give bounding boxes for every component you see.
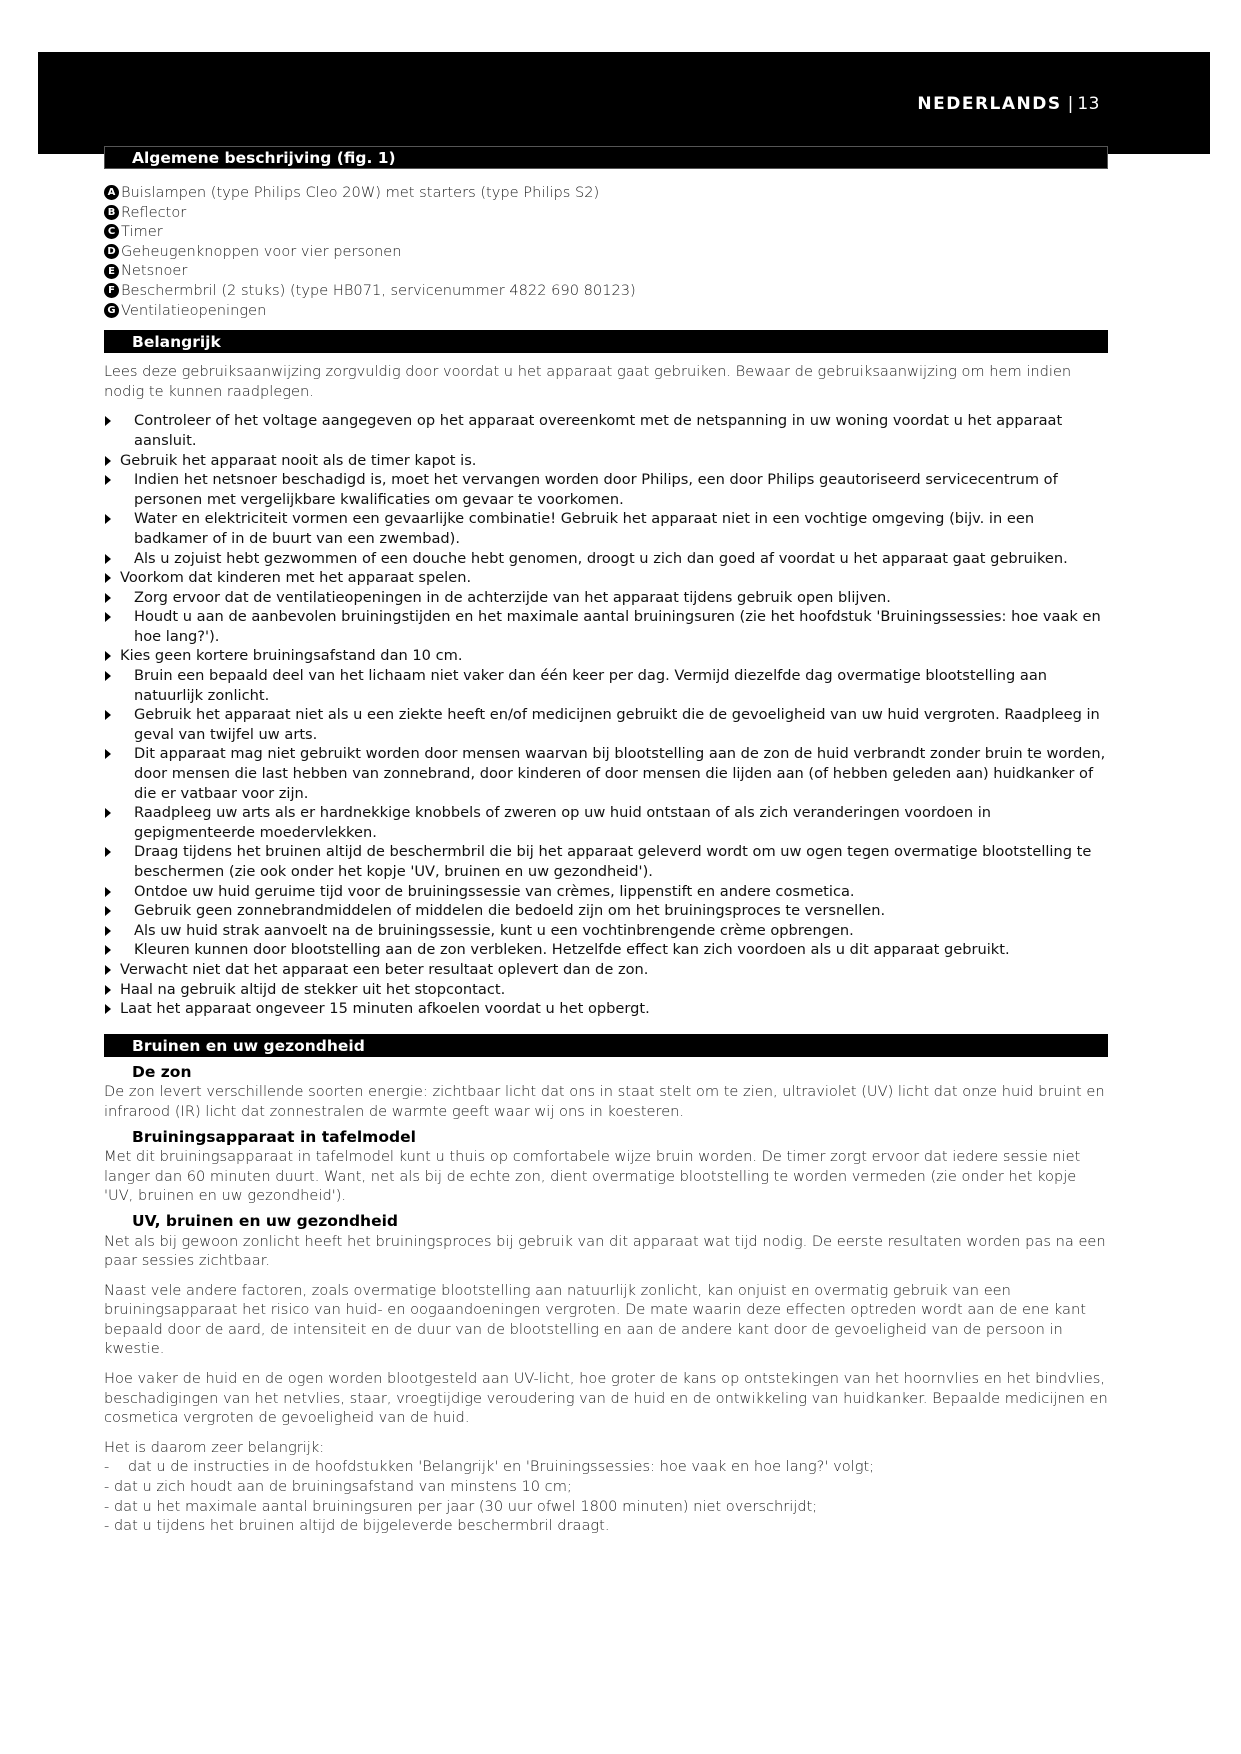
bullet-item (104, 744, 1108, 803)
bullet-triangle-icon (105, 926, 111, 936)
bullet-text: Haal na gebruik altijd de stekker uit het stopcontact. (120, 980, 506, 998)
bullet-text: Ontdoe uw huid geruime tijd voor de bruiningssessie van crèmes, lippenstift en andere cosmetica. (134, 882, 855, 900)
bullet-text: Gebruik geen zonnebrandmiddelen of middelen die bedoeld zijn om het bruiningsproces te versnellen. (134, 902, 886, 920)
important-list (104, 1457, 1108, 1535)
list-item: - dat u het maximale aantal bruiningsuren per jaar (30 uur ofwel 1800 minuten) niet overschrijdt; (104, 1497, 818, 1515)
bullet-item (104, 470, 1108, 509)
bullet-text: Bruin een bepaald deel van het lichaam niet vaker dan één keer per dag. Vermijd diezelfde dag overmatige blootstelling aan natuurlijk zonlicht. (134, 667, 1048, 704)
part-text: Geheugenknoppen voor vier personen (121, 242, 402, 260)
part-item (104, 261, 1108, 281)
bullet-item (104, 901, 1108, 921)
bullet-text: Als uw huid strak aanvoelt na de bruiningssessie, kunt u een vochtinbrengende crème opbrengen. (134, 921, 854, 939)
bullet-item (104, 999, 1108, 1019)
bullet-item (104, 607, 1108, 646)
bullet-text: Water en elektriciteit vormen een gevaarlijke combinatie! Gebruik het apparaat niet in een vochtige omgeving (bijv. in een badkamer of in de buurt van een zwembad). (134, 510, 1035, 547)
bullet-triangle-icon (105, 808, 111, 818)
bullet-text: Dit apparaat mag niet gebruikt worden door mensen waarvan bij blootstelling aan de zon de huid verbrandt zonder bruin te worden, door mensen die last hebben van zonnebrand, door kinderen of door mensen die lijden aan (of hebben geleden aan) huidkanker of die er vatbaar voor zijn. (134, 745, 1106, 802)
bullet-text: Gebruik het apparaat niet als u een ziekte heeft en/of medicijnen gebruikt die de gevoeligheid van uw huid vergroten. Raadpleeg in geval van twijfel uw arts. (134, 706, 1100, 743)
bullet-item (104, 980, 1108, 1000)
subsection-title-table-model: Bruiningsapparaat in tafelmodel (132, 1127, 416, 1146)
list-item: - dat u de instructies in de hoofdstukken 'Belangrijk' en 'Bruiningssessies: hoe vaak en hoe lang?' volgt; (104, 1458, 875, 1476)
list-item: - dat u zich houdt aan de bruiningsafstand van minstens 10 cm; (104, 1478, 572, 1496)
uv-paragraph-2: Naast vele andere factoren, zoals overmatige blootstelling aan natuurlijk zonlicht, kan onjuist en overmatig gebruik van een bruiningsapparaat het risico van huid- en oogaandoeningen vergroten. De mate waarin deze effecten optreden wordt aan de ene kant bepaald door de aard, de intensiteit en de duur van de blootstelling en aan de andere kant door de gevoeligheid van de persoon in kwestie. (104, 1281, 1086, 1358)
bullet-text: Houdt u aan de aanbevolen bruiningstijden en het maximale aantal bruiningsuren (zie het hoofdstuk 'Bruiningssessies: hoe vaak en hoe lang?'). (134, 608, 1101, 645)
bullet-text: Draag tijdens het bruinen altijd de beschermbril die bij het apparaat geleverd wordt om uw ogen tegen overmatige blootstelling te beschermen (zie ook onder het kopje 'UV, bruinen en uw gezondheid'). (134, 843, 1092, 880)
page-number: 13 (1077, 94, 1100, 114)
bullet-text: Gebruik het apparaat nooit als de timer kapot is. (120, 451, 477, 469)
part-item (104, 183, 1108, 203)
bullet-triangle-icon (105, 416, 111, 426)
bullet-triangle-icon (105, 887, 111, 897)
bullet-text: Als u zojuist hebt gezwommen of een douche hebt genomen, droogt u zich dan goed af voordat u het apparaat gaat gebruiken. (134, 549, 1068, 567)
uv-paragraph-3: Hoe vaker de huid en de ogen worden blootgesteld aan UV-licht, hoe groter de kans op ontstekingen van het hoornvlies en het bindvlies, beschadigingen van het netvlies, staar, vroegtijdige veroudering van de huid en de ontwikkeling van huidkanker. Bepaalde medicijnen en cosmetica vergroten de gevoeligheid van de huid. (104, 1370, 1108, 1427)
sun-text: De zon levert verschillende soorten energie: zichtbaar licht dat ons in staat stelt om te zien, ultraviolet (UV) licht dat onze huid bruint en infrarood (IR) licht dat zonnestralen de warmte geeft waar wij ons in koesteren. (104, 1083, 1105, 1120)
part-text: Netsnoer (121, 262, 188, 280)
bullet-triangle-icon (105, 1004, 111, 1014)
bullet-triangle-icon (105, 612, 111, 622)
bullet-triangle-icon (105, 456, 111, 466)
bullet-text: Kleuren kunnen door blootstelling aan de zon verbleken. Hetzelfde effect kan zich voordoen als u dit apparaat gebruikt. (134, 941, 1010, 959)
bullet-triangle-icon (105, 906, 111, 916)
part-text: Ventilatieopeningen (121, 301, 267, 319)
bullet-triangle-icon (105, 554, 111, 564)
bullet-item (104, 940, 1108, 960)
page-header (917, 94, 1100, 114)
important-list-intro: Het is daarom zeer belangrijk: (104, 1438, 325, 1456)
bullet-item (104, 803, 1108, 842)
bullet-triangle-icon (105, 514, 111, 524)
bullet-text: Laat het apparaat ongeveer 15 minuten afkoelen voordat u het opbergt. (120, 1000, 650, 1018)
bullet-item (104, 705, 1108, 744)
important-intro: Lees deze gebruiksaanwijzing zorgvuldig door voordat u het apparaat gaat gebruiken. Bewaar de gebruiksaanwijzing om hem indien nodig te kunnen raadplegen. (104, 363, 1072, 400)
part-item (104, 222, 1108, 242)
bullet-triangle-icon (105, 573, 111, 583)
letter-a-badge: A (104, 185, 119, 200)
bullet-text: Zorg ervoor dat de ventilatieopeningen in de achterzijde van het apparaat tijdens gebruik open blijven. (134, 588, 891, 606)
letter-e-badge: E (104, 264, 119, 279)
bullet-text: Controleer of het voltage aangegeven op het apparaat overeenkomt met de netspanning in uw woning voordat u het apparaat aansluit. (134, 412, 1063, 449)
parts-list (104, 183, 1108, 320)
list-item: - dat u tijdens het bruinen altijd de bijgeleverde beschermbril draagt. (104, 1517, 610, 1535)
subsection-title-sun: De zon (132, 1062, 192, 1081)
letter-d-badge: D (104, 244, 119, 259)
letter-g-badge: G (104, 303, 119, 318)
letter-c-badge: C (104, 224, 119, 239)
bullet-triangle-icon (105, 710, 111, 720)
bullet-text: Raadpleeg uw arts als er hardnekkige knobbels of zweren op uw huid ontstaan of als zich veranderingen voordoen in gepigmenteerde moedervlekken. (134, 804, 992, 841)
bullet-triangle-icon (105, 671, 111, 681)
bullet-triangle-icon (105, 945, 111, 955)
uv-paragraph-1: Net als bij gewoon zonlicht heeft het bruiningsproces bij gebruik van dit apparaat wat tijd nodig. De eerste resultaten worden pas na een paar sessies zichtbaar. (104, 1232, 1106, 1270)
letter-b-badge: B (104, 205, 119, 220)
bullet-text: Voorkom dat kinderen met het apparaat spelen. (120, 569, 472, 587)
section-title-important: Belangrijk (104, 330, 1108, 353)
bullet-text: Verwacht niet dat het apparaat een beter resultaat oplevert dan de zon. (120, 960, 649, 978)
part-item (104, 301, 1108, 321)
bullet-text: Kies geen kortere bruiningsafstand dan 10 cm. (120, 647, 463, 665)
bullet-item (104, 411, 1108, 450)
language-label: NEDERLANDS (917, 94, 1062, 114)
section-title-general: Algemene beschrijving (fig. 1) (104, 146, 1108, 169)
section-title-health: Bruinen en uw gezondheid (104, 1034, 1108, 1057)
bullet-item (104, 568, 1108, 588)
bullet-triangle-icon (105, 749, 111, 759)
bullet-item (104, 451, 1108, 471)
part-text: Reflector (121, 203, 187, 221)
bullet-triangle-icon (105, 847, 111, 857)
bullet-text: Indien het netsnoer beschadigd is, moet het vervangen worden door Philips, een door Philips geautoriseerd servicecentrum of personen met vergelijkbare kwalificaties om gevaar te voorkomen. (134, 471, 1058, 508)
part-item (104, 281, 1108, 301)
bullet-triangle-icon (105, 965, 111, 975)
part-item (104, 203, 1108, 223)
bullet-item (104, 842, 1108, 881)
table-model-text: Met dit bruiningsapparaat in tafelmodel kunt u thuis op comfortabele wijze bruin worden. De timer zorgt ervoor dat iedere sessie niet langer dan 60 minuten duurt. Want, net als bij de echte zon, dient overmatige blootstelling te worden vermeden (zie onder het kopje 'UV, bruinen en uw gezondheid'). (104, 1148, 1081, 1205)
header-separator: | (1067, 94, 1074, 114)
bullet-triangle-icon (105, 651, 111, 661)
letter-f-badge: F (104, 283, 119, 298)
subsection-title-uv: UV, bruinen en uw gezondheid (132, 1211, 398, 1230)
bullet-triangle-icon (105, 593, 111, 603)
bullet-item (104, 921, 1108, 941)
bullet-item (104, 646, 1108, 666)
bullet-triangle-icon (105, 475, 111, 485)
part-text: Beschermbril (2 stuks) (type HB071, servicenummer 4822 690 80123) (121, 281, 636, 299)
bullet-item (104, 960, 1108, 980)
page-content (104, 146, 1108, 1536)
part-item (104, 242, 1108, 262)
bullet-item (104, 588, 1108, 608)
bullet-triangle-icon (105, 985, 111, 995)
bullet-item (104, 509, 1108, 548)
bullet-item (104, 882, 1108, 902)
part-text: Timer (121, 223, 163, 241)
bullet-item (104, 666, 1108, 705)
bullet-item (104, 549, 1108, 569)
important-bullets (104, 411, 1108, 1018)
part-text: Buislampen (type Philips Cleo 20W) met starters (type Philips S2) (121, 184, 600, 201)
